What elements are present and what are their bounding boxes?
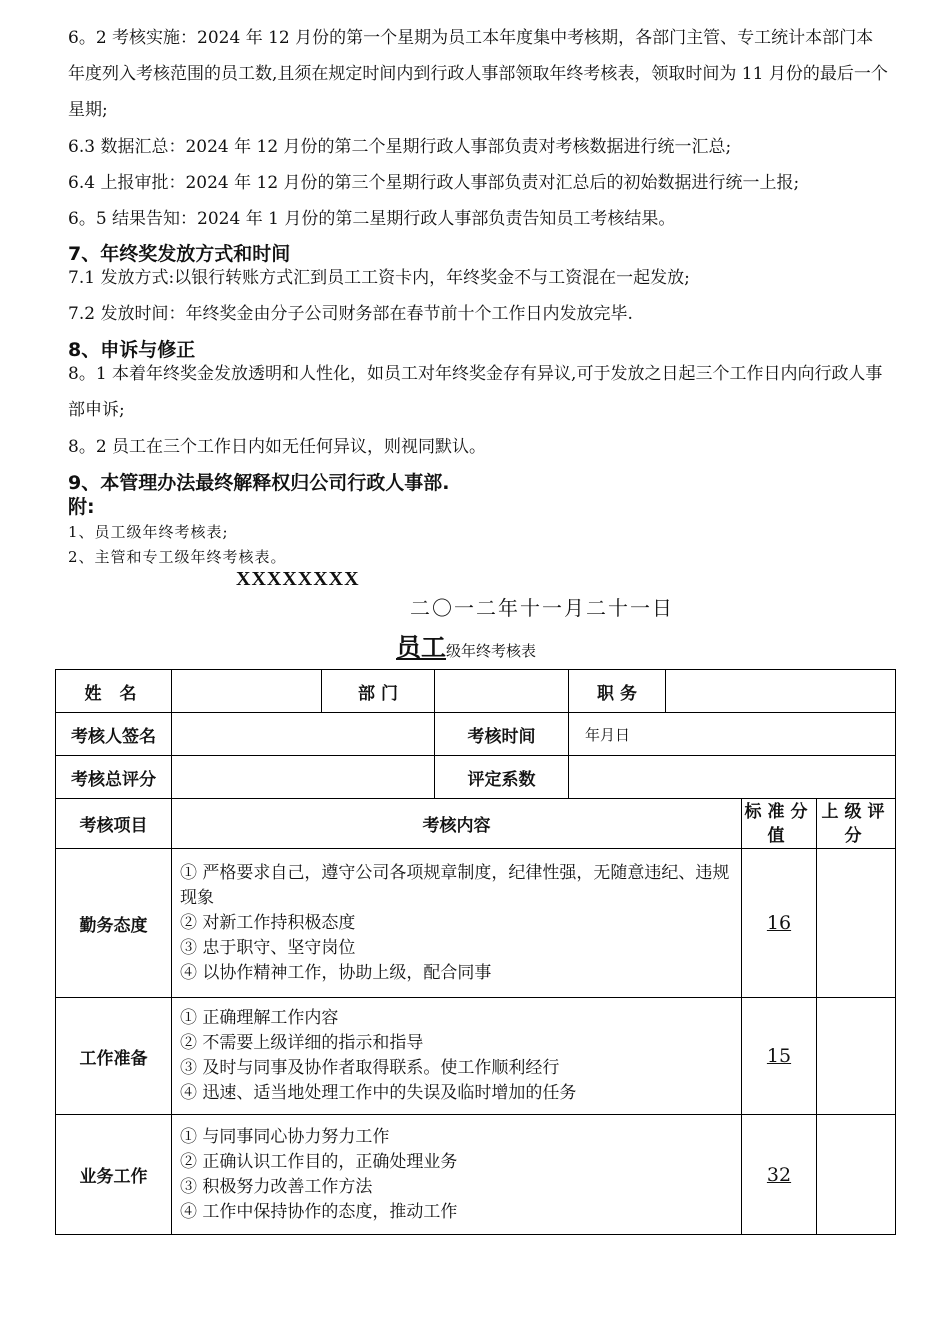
content-line: ② 正确认识工作目的，正确处理业务 xyxy=(180,1151,458,1172)
table-row xyxy=(56,849,896,998)
department-field[interactable] xyxy=(435,670,569,713)
content-line: ④ 工作中保持协作的态度，推动工作 xyxy=(180,1201,458,1222)
paragraph-6-2: 6。2 考核实施：2024 年 12 月份的第一个星期为员工本年度集中考核期，各部门主管、专工统计本部门本年度列入考核范围的员工数,且须在规定时间内到行政人事部领取年终考核表，领取时间为 11 月份的最后一个星期; xyxy=(68,28,888,120)
form-title xyxy=(396,628,536,664)
content-line: ③ 及时与同事及协作者取得联系。使工作顺利经行 xyxy=(180,1058,560,1078)
heading-9: 9、本管理办法最终解释权归公司行政人事部. xyxy=(68,472,450,494)
attachment-item-2: 2、主管和专工级年终考核表。 xyxy=(68,548,287,566)
content-line: ④ 以协作精神工作，协助上级，配合同事 xyxy=(180,962,492,983)
item-content xyxy=(172,849,742,998)
paragraph-6-5: 6。5 结果告知：2024 年 1 月份的第二星期行政人事部负责告知员工考核结果。 xyxy=(68,209,676,229)
supervisor-score-field[interactable] xyxy=(817,1115,896,1235)
table-row xyxy=(56,713,896,756)
review-time-label: 考核时间 xyxy=(435,713,569,756)
signer-label: 考核人签名 xyxy=(56,713,172,756)
standard-score: 16 xyxy=(742,849,817,998)
form-title-main: 员工 xyxy=(396,633,447,662)
paragraph-8-1: 8。1 本着年终奖金发放透明和人性化，如员工对年终奖金存有异议,可于发放之日起三个工作日内向行政人事部申诉; xyxy=(68,364,883,420)
signer-field[interactable] xyxy=(172,713,435,756)
content-line: ② 对新工作持积极态度 xyxy=(180,912,356,933)
coefficient-label: 评定系数 xyxy=(435,756,569,799)
standard-score: 32 xyxy=(742,1115,817,1235)
company-name: XXXXXXXX xyxy=(236,568,360,590)
position-label: 职 务 xyxy=(569,670,666,713)
heading-7: 7、年终奖发放方式和时间 xyxy=(68,243,291,265)
item-content xyxy=(172,998,742,1115)
supervisor-score-field[interactable] xyxy=(817,849,896,998)
column-header-standard-score: 标准分值 xyxy=(742,799,817,849)
name-label: 姓 名 xyxy=(56,670,172,713)
paragraph-7-1: 7.1 发放方式:以银行转账方式汇到员工工资卡内，年终奖金不与工资混在一起发放; xyxy=(68,268,690,288)
content-line: ① 严格要求自己，遵守公司各项规章制度，纪律性强，无随意违纪、违规现象 xyxy=(180,862,730,908)
paragraph-7-2: 7.2 发放时间：年终奖金由分子公司财务部在春节前十个工作日内发放完毕. xyxy=(68,304,633,324)
position-field[interactable] xyxy=(666,670,896,713)
coefficient-field[interactable] xyxy=(569,756,896,799)
attachment-heading: 附: xyxy=(68,496,95,518)
item-name: 业务工作 xyxy=(56,1115,172,1235)
department-label: 部 门 xyxy=(322,670,435,713)
table-row xyxy=(56,998,896,1115)
content-line: ④ 迅速、适当地处理工作中的失误及临时增加的任务 xyxy=(180,1083,577,1103)
column-header-content: 考核内容 xyxy=(172,799,742,849)
paragraph-8-2: 8。2 员工在三个工作日内如无任何异议，则视同默认。 xyxy=(68,437,487,457)
column-header-supervisor-score: 上级评分 xyxy=(817,799,896,849)
content-line: ③ 忠于职守、坚守岗位 xyxy=(180,937,356,958)
table-header-row xyxy=(56,799,896,849)
document-date: 二〇一二年十一月二十一日 xyxy=(410,596,674,620)
total-score-field[interactable] xyxy=(172,756,435,799)
evaluation-table xyxy=(55,669,896,1235)
paragraph-6-4: 6.4 上报审批：2024 年 12 月份的第三个星期行政人事部负责对汇总后的初始数据进行统一上报; xyxy=(68,173,800,193)
content-line: ① 正确理解工作内容 xyxy=(180,1008,339,1028)
table-row xyxy=(56,756,896,799)
form-title-suffix: 级年终考核表 xyxy=(446,642,537,660)
table-row xyxy=(56,670,896,713)
content-line: ③ 积极努力改善工作方法 xyxy=(180,1176,373,1197)
attachment-item-1: 1、员工级年终考核表; xyxy=(68,523,229,541)
item-name: 勤务态度 xyxy=(56,849,172,998)
supervisor-score-field[interactable] xyxy=(817,998,896,1115)
content-line: ② 不需要上级详细的指示和指导 xyxy=(180,1033,424,1053)
review-time-field[interactable]: 年月日 xyxy=(569,713,896,756)
item-content xyxy=(172,1115,742,1235)
column-header-item: 考核项目 xyxy=(56,799,172,849)
content-line: ① 与同事同心协力努力工作 xyxy=(180,1126,390,1147)
heading-8: 8、申诉与修正 xyxy=(68,339,196,361)
total-score-label: 考核总评分 xyxy=(56,756,172,799)
item-name: 工作准备 xyxy=(56,998,172,1115)
paragraph-6-3: 6.3 数据汇总：2024 年 12 月份的第二个星期行政人事部负责对考核数据进行统一汇总; xyxy=(68,137,732,157)
table-row xyxy=(56,1115,896,1235)
standard-score: 15 xyxy=(742,998,817,1115)
name-field[interactable] xyxy=(172,670,322,713)
